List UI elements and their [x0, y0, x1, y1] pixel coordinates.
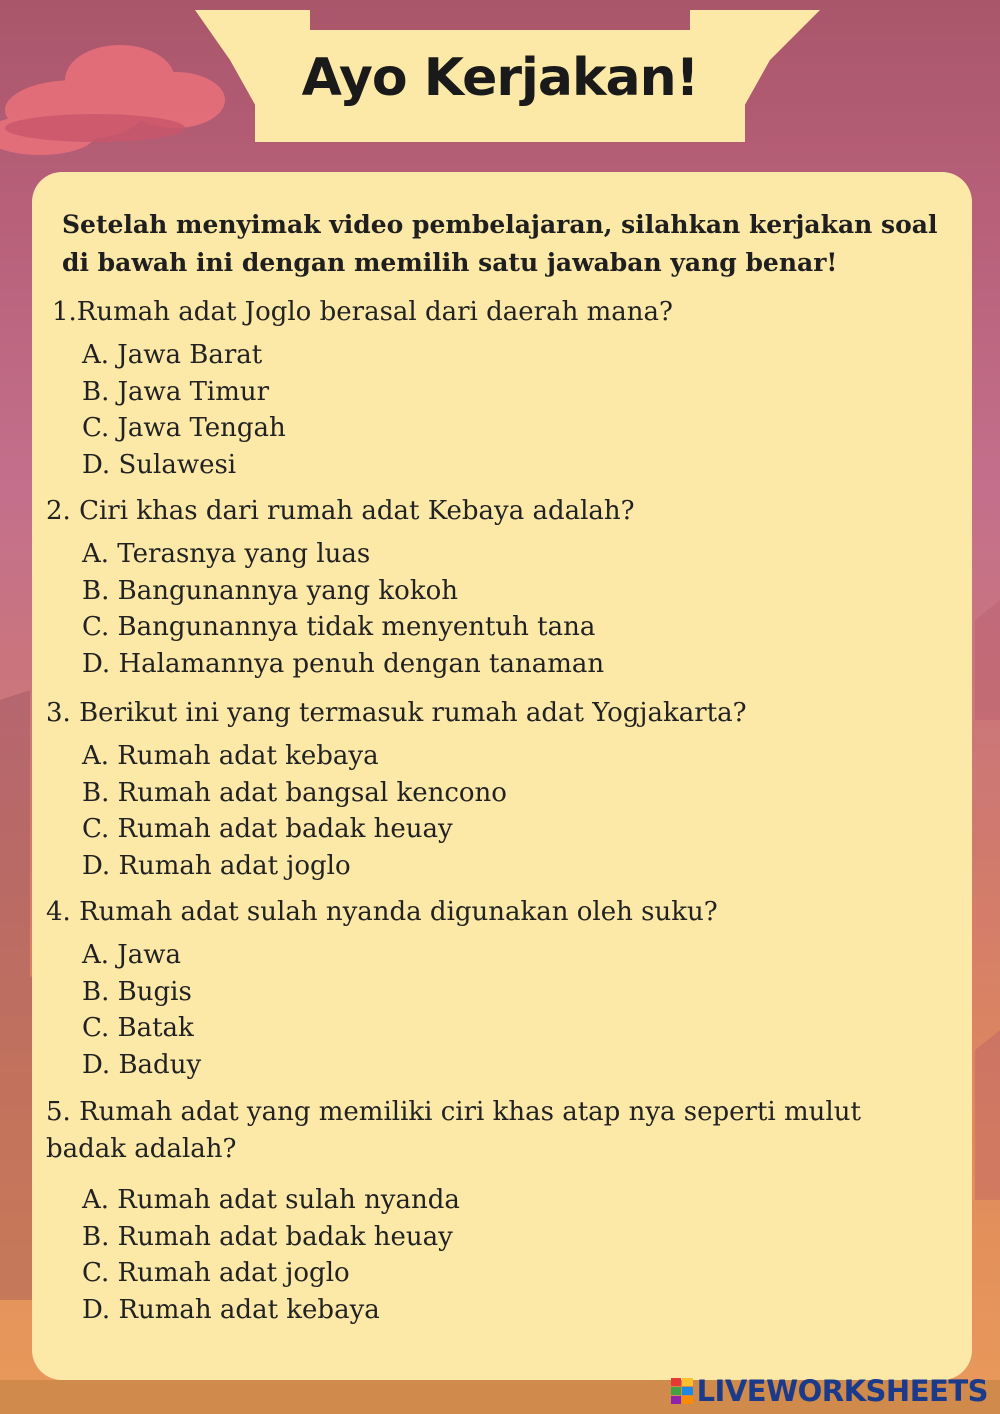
question-4-options — [82, 937, 201, 1083]
question-5: 5. Rumah adat yang memiliki ciri khas atap nya seperti mulut badak adalah? — [46, 1097, 861, 1164]
option-2d[interactable]: D. Halamannya penuh dengan tanaman — [82, 648, 605, 679]
option-1d[interactable]: D. Sulawesi — [82, 449, 237, 480]
option-5b[interactable]: B. Rumah adat badak heuay — [82, 1221, 453, 1252]
page-title: Ayo Kerjakan! — [301, 48, 699, 108]
question-2-options — [82, 536, 604, 682]
option-3b[interactable]: B. Rumah adat bangsal kencono — [82, 777, 507, 808]
option-2c[interactable]: C. Bangunannya tidak menyentuh tana — [82, 612, 596, 642]
option-3c[interactable]: C. Rumah adat badak heuay — [82, 814, 453, 844]
question-5-options — [82, 1182, 460, 1328]
option-2b[interactable]: B. Bangunannya yang kokoh — [82, 575, 458, 606]
option-2a[interactable]: A. Terasnya yang luas — [82, 539, 371, 569]
option-5d[interactable]: D. Rumah adat kebaya — [82, 1294, 380, 1325]
question-2: 2. Ciri khas dari rumah adat Kebaya adalah? — [46, 496, 635, 526]
brand-label: LIVEWORKSHEETS — [696, 1374, 988, 1408]
option-4d[interactable]: D. Baduy — [82, 1049, 202, 1080]
option-5c[interactable]: C. Rumah adat joglo — [82, 1258, 350, 1288]
instruction-text: Setelah menyimak video pembelajaran, silahkan kerjakan soal di bawah ini dengan memilih satu jawaban yang benar! — [62, 210, 938, 277]
option-4b[interactable]: B. Bugis — [82, 976, 192, 1007]
option-1c[interactable]: C. Jawa Tengah — [82, 413, 286, 443]
question-4: 4. Rumah adat sulah nyanda digunakan oleh suku? — [46, 897, 718, 927]
option-5a[interactable]: A. Rumah adat sulah nyanda — [82, 1185, 460, 1215]
question-1: 1.Rumah adat Joglo berasal dari daerah mana? — [52, 297, 673, 327]
question-1-options — [82, 337, 286, 483]
question-3-options — [82, 738, 507, 884]
question-3: 3. Berikut ini yang termasuk rumah adat Yogjakarta? — [46, 698, 747, 728]
option-1a[interactable]: A. Jawa Barat — [82, 340, 263, 370]
option-3a[interactable]: A. Rumah adat kebaya — [82, 741, 379, 771]
option-4c[interactable]: C. Batak — [82, 1013, 194, 1043]
liveworksheets-logo-icon — [671, 1378, 693, 1404]
option-1b[interactable]: B. Jawa Timur — [82, 376, 270, 407]
option-4a[interactable]: A. Jawa — [82, 940, 181, 970]
liveworksheets-brand[interactable] — [671, 1374, 988, 1408]
option-3d[interactable]: D. Rumah adat joglo — [82, 850, 351, 881]
